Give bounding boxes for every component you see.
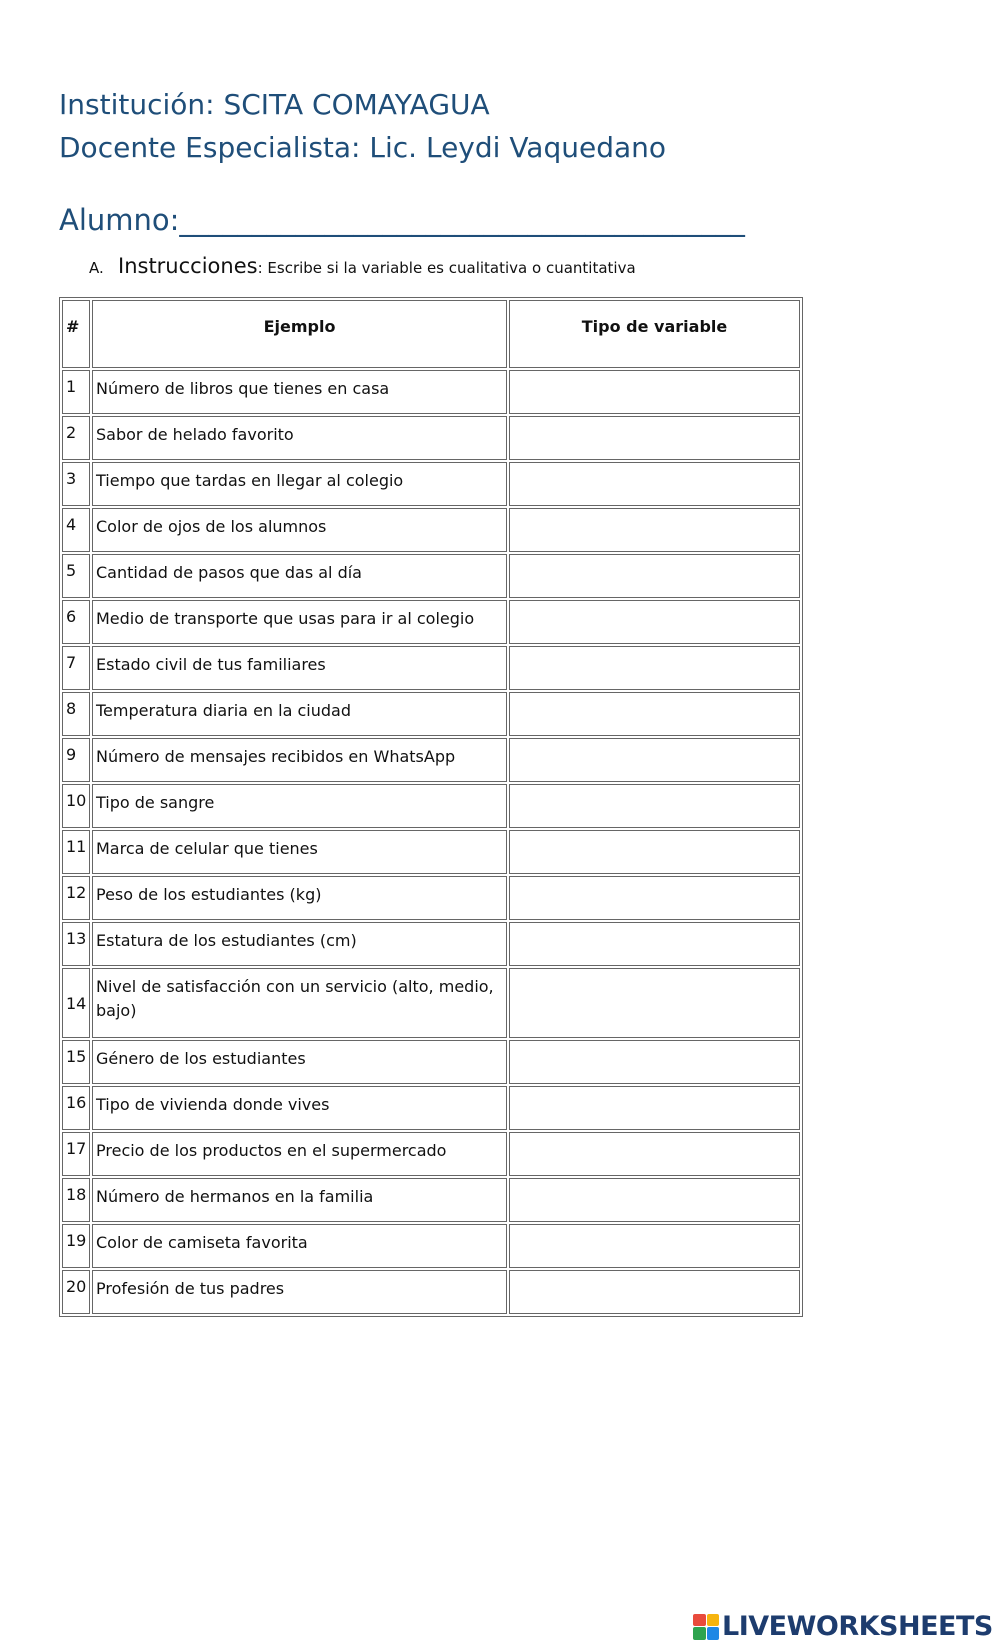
row-variable-type-input[interactable] (509, 1270, 800, 1314)
table-row (62, 1178, 800, 1222)
row-number: 9 (62, 738, 90, 782)
row-variable-type-input[interactable] (509, 784, 800, 828)
row-number: 8 (62, 692, 90, 736)
row-number: 11 (62, 830, 90, 874)
row-variable-type-input[interactable] (509, 600, 800, 644)
table-row (62, 738, 800, 782)
table-row (62, 370, 800, 414)
row-number: 17 (62, 1132, 90, 1176)
row-example: Temperatura diaria en la ciudad (92, 692, 507, 736)
table-row (62, 554, 800, 598)
row-example: Color de ojos de los alumnos (92, 508, 507, 552)
row-number: 5 (62, 554, 90, 598)
row-number: 14 (62, 968, 90, 1038)
row-number: 6 (62, 600, 90, 644)
logo-text: LIVEWORKSHEETS (722, 1611, 993, 1642)
row-variable-type-input[interactable] (509, 462, 800, 506)
row-variable-type-input[interactable] (509, 922, 800, 966)
row-example: Precio de los productos en el supermercado (92, 1132, 507, 1176)
header-number: # (62, 300, 90, 368)
row-variable-type-input[interactable] (509, 370, 800, 414)
row-variable-type-input[interactable] (509, 1040, 800, 1084)
row-number: 1 (62, 370, 90, 414)
table-row (62, 922, 800, 966)
table-row (62, 692, 800, 736)
row-number: 10 (62, 784, 90, 828)
instructions-text: : Escribe si la variable es cualitativa o cuantitativa (257, 259, 636, 277)
instructions (89, 254, 636, 278)
table-row (62, 1132, 800, 1176)
table-row (62, 1224, 800, 1268)
row-variable-type-input[interactable] (509, 876, 800, 920)
row-example: Nivel de satisfacción con un servicio (alto, medio, bajo) (92, 968, 507, 1038)
row-example: Tipo de sangre (92, 784, 507, 828)
liveworksheets-logo (693, 1611, 993, 1642)
logo-mark-icon (693, 1614, 719, 1640)
header-example: Ejemplo (92, 300, 507, 368)
row-variable-type-input[interactable] (509, 1178, 800, 1222)
row-variable-type-input[interactable] (509, 1132, 800, 1176)
row-variable-type-input[interactable] (509, 1086, 800, 1130)
row-example: Profesión de tus padres (92, 1270, 507, 1314)
teacher-heading: Docente Especialista: Lic. Leydi Vaquedano (59, 131, 667, 164)
table-row (62, 416, 800, 460)
table-row (62, 784, 800, 828)
row-number: 3 (62, 462, 90, 506)
instructions-title: Instrucciones (118, 254, 258, 278)
row-variable-type-input[interactable] (509, 738, 800, 782)
row-number: 20 (62, 1270, 90, 1314)
row-variable-type-input[interactable] (509, 830, 800, 874)
student-name-line[interactable]: Alumno:_______________________________________ (59, 203, 745, 237)
row-number: 13 (62, 922, 90, 966)
row-example: Sabor de helado favorito (92, 416, 507, 460)
row-example: Tiempo que tardas en llegar al colegio (92, 462, 507, 506)
instructions-marker: A. (89, 259, 104, 277)
table-row (62, 508, 800, 552)
row-number: 16 (62, 1086, 90, 1130)
row-variable-type-input[interactable] (509, 416, 800, 460)
row-example: Tipo de vivienda donde vives (92, 1086, 507, 1130)
row-example: Marca de celular que tienes (92, 830, 507, 874)
row-variable-type-input[interactable] (509, 508, 800, 552)
row-variable-type-input[interactable] (509, 968, 800, 1038)
row-example: Género de los estudiantes (92, 1040, 507, 1084)
institution-heading: Institución: SCITA COMAYAGUA (59, 88, 490, 121)
table-row (62, 462, 800, 506)
row-variable-type-input[interactable] (509, 554, 800, 598)
row-variable-type-input[interactable] (509, 646, 800, 690)
row-number: 15 (62, 1040, 90, 1084)
row-example: Estado civil de tus familiares (92, 646, 507, 690)
row-example: Número de hermanos en la familia (92, 1178, 507, 1222)
row-example: Número de libros que tienes en casa (92, 370, 507, 414)
row-number: 12 (62, 876, 90, 920)
row-number: 19 (62, 1224, 90, 1268)
row-example: Estatura de los estudiantes (cm) (92, 922, 507, 966)
table-row (62, 1040, 800, 1084)
row-example: Medio de transporte que usas para ir al colegio (92, 600, 507, 644)
table-row (62, 1270, 800, 1314)
row-example: Color de camiseta favorita (92, 1224, 507, 1268)
row-example: Peso de los estudiantes (kg) (92, 876, 507, 920)
row-number: 7 (62, 646, 90, 690)
table-row (62, 830, 800, 874)
row-variable-type-input[interactable] (509, 692, 800, 736)
row-example: Número de mensajes recibidos en WhatsApp (92, 738, 507, 782)
table-row (62, 1086, 800, 1130)
row-variable-type-input[interactable] (509, 1224, 800, 1268)
row-number: 18 (62, 1178, 90, 1222)
table-row (62, 600, 800, 644)
variables-table (59, 297, 803, 1317)
table-row (62, 646, 800, 690)
table-header-row (62, 300, 800, 368)
header-variable-type: Tipo de variable (509, 300, 800, 368)
table-row (62, 968, 800, 1038)
row-number: 2 (62, 416, 90, 460)
row-number: 4 (62, 508, 90, 552)
table-row (62, 876, 800, 920)
row-example: Cantidad de pasos que das al día (92, 554, 507, 598)
